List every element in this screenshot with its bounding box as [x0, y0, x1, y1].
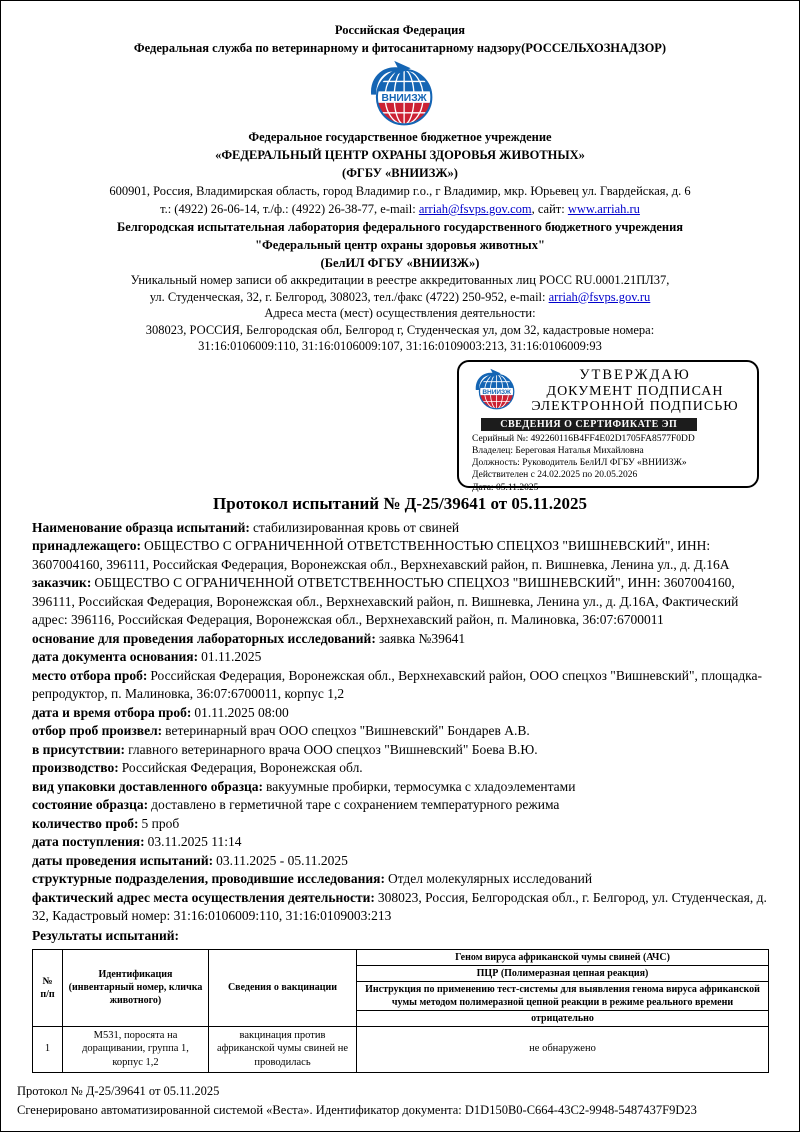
cell-result: не обнаружено [357, 1026, 769, 1072]
col-header-num: № п/п [33, 949, 63, 1026]
field-production: производство: Российская Федерация, Воронежская обл. [32, 760, 363, 775]
field-customer: заказчик: ОБЩЕСТВО С ОГРАНИЧЕННОЙ ОТВЕТСТВЕННОСТЬЮ СПЕЦХОЗ "ВИШНЕВСКИЙ", ИНН: 3607004160, 396111, Российская Федерация, Воронежская обл., Верхнехавский район, п. Вишневка, Ленина ул., д. Д.16А, Фактический адрес: 396116, Российская Федерация, Воронежская обл., Верхнехавский район, п. Малиновка, 36:07:6700011 [32, 575, 739, 627]
col-header-identification: Идентификация (инвентарный номер, кличка животного) [63, 949, 209, 1026]
cert-date: Дата: 05.11.2025 [472, 482, 539, 493]
protocol-fields [32, 519, 768, 945]
field-owner: принадлежащего: ОБЩЕСТВО С ОГРАНИЧЕННОЙ ОТВЕТСТВЕННОСТЬЮ СПЕЦХОЗ "ВИШНЕВСКИЙ", ИНН: 3607004160, 396111, Российская Федерация, Воронежская обл., Верхнехавский район, п. Вишневка, Ленина ул., д. Д.16А [32, 538, 730, 572]
header-service: Федеральная служба по ветеринарному и фитосанитарному надзору(РОССЕЛЬХОЗНАДЗОР) [133, 41, 667, 55]
field-packaging: вид упаковки доставленного образца: вакуумные пробирки, термосумка с хладоэлементами [32, 778, 576, 794]
email-link[interactable]: arriah@fsvps.gov.com [418, 202, 532, 216]
logo-text: ВНИИЗЖ [381, 92, 427, 104]
table-row [33, 1026, 769, 1072]
site-link[interactable]: www.arriah.ru [567, 202, 640, 216]
field-sample-condition: состояние образца: доставлено в герметичной таре с сохранением температурного режима [32, 797, 560, 812]
lab-email-link[interactable]: arriah@fsvps.gov.ru [548, 289, 651, 304]
lab-name-line2: "Федеральный центр охраны здоровья животных" [255, 238, 545, 252]
field-actual-address: фактический адрес места осуществления деятельности: 308023, Россия, Белгородская обл., г. Белгород, ул. Студенческая, д. 32, Кадастровый номер: 31:16:0106009:110, 31:16:0109003:213 [32, 889, 767, 923]
lab-contacts-prefix: ул. Студенческая, 32, г. Белгород, 308023, тел./факс (4722) 250-952, e-mail: [149, 289, 549, 304]
field-sample-name: Наименование образца испытаний: стабилизированная кровь от свиней [32, 519, 460, 535]
field-sampling-place: место отбора проб: Российская Федерация, Воронежская обл., Верхнехавский район, ООО спецхоз "Вишневский", площадка-репродуктор, п. Малиновка, 36:07:6700011, корпус 1,2 [32, 667, 763, 701]
field-basis-date: дата документа основания: 01.11.2025 [32, 649, 262, 664]
electronic-signature-stamp [457, 360, 759, 493]
col-header-instruction: Инструкция по применению тест-системы для выявления генома вируса африканской чумы методом полимеразной цепной реакции в режиме реального времени [357, 981, 769, 1010]
cell-vaccination: вакцинация против африканской чумы свиней не проводилась [209, 1026, 357, 1072]
footer-generated-by: Сгенерировано автоматизированной системой «Веста». Идентификатор документа: D1D150B0-C664-43C2-9948-5487437F9D23 [17, 1102, 697, 1117]
field-sampler: отбор проб произвел: ветеринарный врач ООО спецхоз "Вишневский" Бондарев А.В. [32, 723, 530, 738]
stamp-vniizh-logo-icon [468, 367, 522, 416]
field-receipt-date: дата поступления: 03.11.2025 11:14 [32, 834, 242, 849]
institution-name: «ФЕДЕРАЛЬНЫЙ ЦЕНТР ОХРАНЫ ЗДОРОВЬЯ ЖИВОТНЫХ» [215, 148, 585, 162]
cert-details [468, 433, 748, 494]
lab-abbr: (БелИЛ ФГБУ «ВНИИЗЖ») [320, 256, 480, 270]
institution-type: Федеральное государственное бюджетное учреждение [248, 130, 552, 144]
field-sample-count: количество проб: 5 проб [32, 815, 180, 831]
document-footer [17, 1082, 697, 1119]
header-country: Российская Федерация [334, 23, 466, 37]
lab-name-line1: Белгородская испытательная лаборатория федерального государственного бюджетного учреждения [116, 220, 684, 234]
cell-num: 1 [33, 1026, 63, 1072]
field-departments: структурные подразделения, проводившие исследования: Отдел молекулярных исследований [32, 871, 593, 886]
svg-text:ВНИИЗЖ: ВНИИЗЖ [482, 388, 511, 396]
footer-protocol-number: Протокол № Д-25/39641 от 05.11.2025 [17, 1084, 220, 1098]
field-basis: основание для проведения лабораторных исследований: заявка №39641 [32, 630, 466, 646]
activity-address-1: 308023, РОССИЯ, Белгородская обл, Белгород г, Студенческая ул, дом 32, кадастровые номера: [145, 322, 655, 337]
col-header-vaccination: Сведения о вакцинации [209, 949, 357, 1026]
col-header-method: ПЦР (Полимеразная цепная реакция) [357, 965, 769, 981]
cert-owner: Владелец: Береговая Наталья Михайловна [472, 445, 644, 456]
field-sampling-datetime: дата и время отбора проб: 01.11.2025 08:00 [32, 704, 289, 720]
cert-position: Должность: Руководитель БелИЛ ФГБУ «ВНИИЗЖ» [472, 458, 687, 469]
cell-identification: М531, поросята на доращивании, группа 1, корпус 1,2 [63, 1026, 209, 1072]
protocol-title: Протокол испытаний № Д-25/39641 от 05.11.2025 [213, 493, 587, 513]
lab-contacts [1, 289, 799, 306]
field-witness: в присутствии: главного ветеринарного врача ООО спецхоз "Вишневский" Боева В.Ю. [32, 741, 538, 757]
institution-abbr: (ФГБУ «ВНИИЗЖ») [342, 166, 458, 180]
col-header-norm: отрицательно [357, 1010, 769, 1026]
cert-serial: Серийный №: 492260116B4FF4E02D1705FA8577F0DD [472, 433, 695, 444]
document-header [1, 1, 799, 355]
activity-addresses-label: Адреса места (мест) осуществления деятельности: [264, 306, 536, 320]
col-header-disease: Геном вируса африканской чумы свиней (АЧС) [357, 949, 769, 965]
vniizh-globe-logo [358, 60, 442, 126]
results-section-label: Результаты испытаний: [32, 927, 180, 943]
cert-validity: Действителен с 24.02.2025 по 20.05.2026 [472, 470, 638, 481]
approval-stamp-zone [1, 360, 799, 493]
institution-contacts [1, 200, 799, 218]
activity-address-2: 31:16:0106009:110, 31:16:0106009:107, 31:16:0109003:213, 31:16:0106009:93 [198, 339, 602, 353]
stamp-signed-line1: ДОКУМЕНТ ПОДПИСАН [546, 383, 724, 399]
field-test-dates: даты проведения испытаний: 03.11.2025 - 05.11.2025 [32, 852, 348, 868]
contacts-prefix: т.: (4922) 26-06-14, т./ф.: (4922) 26-38-77, e-mail: [160, 202, 419, 216]
contacts-mid: , сайт: [531, 202, 568, 216]
results-table [32, 949, 769, 1073]
stamp-signed-line2: ЭЛЕКТРОННОЙ ПОДПИСЬЮ [531, 399, 739, 414]
institution-address: 600901, Россия, Владимирская область, город Владимир г.о., г Владимир, мкр. Юрьевец ул. Гвардейская, д. 6 [109, 184, 691, 198]
accreditation-line: Уникальный номер записи об аккредитации в реестре аккредитованных лиц РОСС RU.0001.21ПЛ37, [130, 273, 670, 287]
stamp-approve-label: УТВЕРЖДАЮ [579, 366, 691, 383]
cert-info-bar: СВЕДЕНИЯ О СЕРТИФИКАТЕ ЭП [481, 418, 697, 431]
